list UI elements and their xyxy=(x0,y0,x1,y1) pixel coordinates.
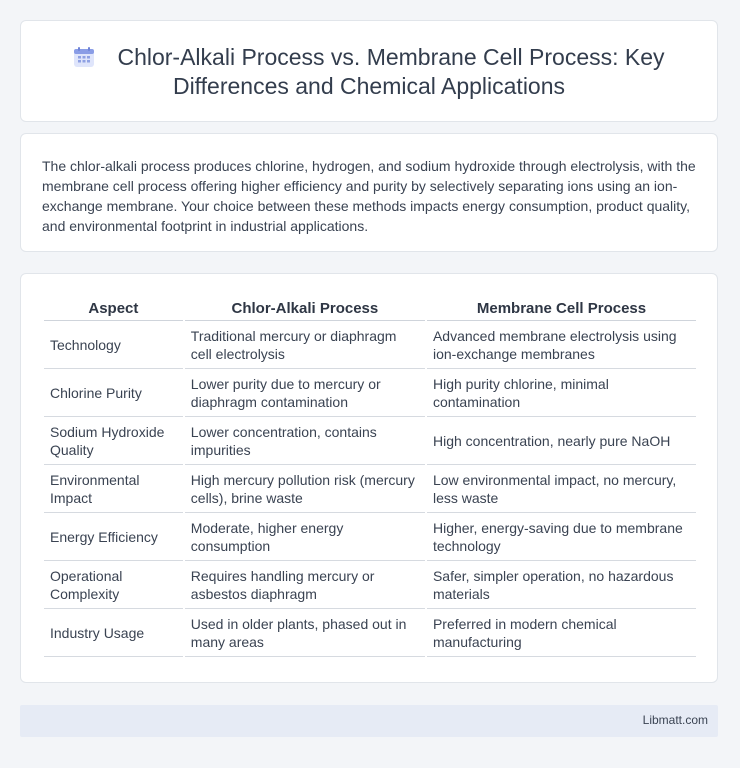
table-row xyxy=(44,513,696,561)
table-row xyxy=(44,465,696,513)
membrane-cell-cell: Safer, simpler operation, no hazardous materials xyxy=(427,561,696,609)
aspect-cell: Industry Usage xyxy=(44,609,183,657)
footer-brand: Libmatt.com xyxy=(642,713,708,727)
aspect-cell: Operational Complexity xyxy=(44,561,183,609)
membrane-cell-cell: Preferred in modern chemical manufacturing xyxy=(427,609,696,657)
aspect-cell: Environmental Impact xyxy=(44,465,183,513)
title-card xyxy=(20,20,718,122)
chlor-alkali-cell: Requires handling mercury or asbestos diaphragm xyxy=(185,561,425,609)
comparison-table xyxy=(42,296,698,657)
chlor-alkali-cell: Used in older plants, phased out in many areas xyxy=(185,609,425,657)
chlor-alkali-cell: High mercury pollution risk (mercury cells), brine waste xyxy=(185,465,425,513)
membrane-cell-cell: Low environmental impact, no mercury, less waste xyxy=(427,465,696,513)
footer-bar xyxy=(20,705,718,737)
table-row xyxy=(44,609,696,657)
membrane-cell-cell: High purity chlorine, minimal contamination xyxy=(427,369,696,417)
table-row xyxy=(44,417,696,465)
aspect-cell: Chlorine Purity xyxy=(44,369,183,417)
membrane-cell-cell: Higher, energy-saving due to membrane technology xyxy=(427,513,696,561)
comparison-card xyxy=(20,273,718,683)
calendar-icon xyxy=(73,46,95,68)
header-membrane-cell: Membrane Cell Process xyxy=(427,296,696,321)
page-title-wrap xyxy=(21,43,717,101)
intro-paragraph: The chlor-alkali process produces chlorine, hydrogen, and sodium hydroxide through electrolysis, with the membrane cell process offering higher efficiency and purity by selectively separating ions using an ion-exchange membrane. Your choice between these methods impacts energy consumption, product quality, and environmental footprint in industrial applications. xyxy=(42,158,696,234)
aspect-cell: Sodium Hydroxide Quality xyxy=(44,417,183,465)
chlor-alkali-cell: Traditional mercury or diaphragm cell electrolysis xyxy=(185,321,425,369)
aspect-cell: Energy Efficiency xyxy=(44,513,183,561)
header-chlor-alkali: Chlor-Alkali Process xyxy=(185,296,425,321)
chlor-alkali-cell: Lower purity due to mercury or diaphragm contamination xyxy=(185,369,425,417)
table-row xyxy=(44,321,696,369)
table-row xyxy=(44,561,696,609)
table-row xyxy=(44,369,696,417)
chlor-alkali-cell: Moderate, higher energy consumption xyxy=(185,513,425,561)
membrane-cell-cell: Advanced membrane electrolysis using ion-exchange membranes xyxy=(427,321,696,369)
table-header-row xyxy=(44,296,696,321)
chlor-alkali-cell: Lower concentration, contains impurities xyxy=(185,417,425,465)
intro-card xyxy=(20,133,718,252)
membrane-cell-cell: High concentration, nearly pure NaOH xyxy=(427,417,696,465)
aspect-cell: Technology xyxy=(44,321,183,369)
page-title: Chlor-Alkali Process vs. Membrane Cell Process: Key Differences and Chemical Applications xyxy=(117,44,665,99)
header-aspect: Aspect xyxy=(44,296,183,321)
